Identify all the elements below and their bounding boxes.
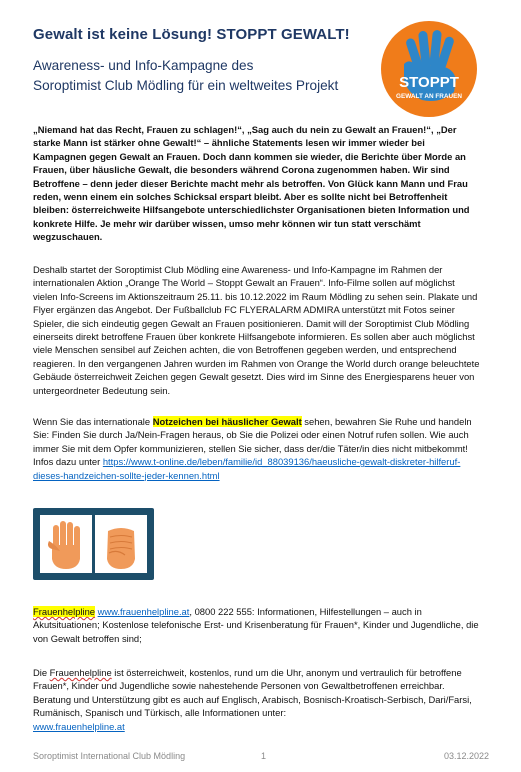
- hand-panel-right: [95, 515, 147, 573]
- hotline-paragraph: [33, 605, 481, 645]
- campaign-paragraph: Deshalb startet der Soroptimist Club Mödling eine Awareness- und Info-Kampagne im Rahmen der internationalen Aktion „Orange The World – Stoppt Gewalt an Frauen“. Info-Filme sollen auf möglichst vielen Info-Screens im Aktionszeitraum 25.11. bis 10.12.2022 im Raum Mödling zu sehen sein. Plakate und Flyer ergänzen das Angebot. Der Fußballclub FC FLYERALARM ADMIRA unterstützt mit Fotos seiner Spieler, die sich eindeutig gegen Gewalt an Frauen positionieren. Damit will der Soroptimist Club Mödling einerseits direkt betroffene Frauen über konkrete Hilfsangebote informieren. Es sollen aber auch möglichst viele Menschen sensibel auf Zeichen achten, die von Betroffenen gegeben werden, und entsprechend reagieren. In den vergangenen Jahren wurden im Rahmen von Orange the World durch orange beleuchtete Gebäude österreichweit Zeichen gegen Gewalt gesetzt. Dies wird im Sinne des Energiesparens heuer von untergeordneter Bedeutung sein.: [33, 264, 480, 396]
- page-title: Gewalt ist keine Lösung! STOPPT GEWALT!: [33, 26, 350, 43]
- signal-paragraph: [33, 415, 481, 482]
- frauenhelpline-link-1[interactable]: www.frauenhelpline.at: [97, 606, 190, 617]
- closed-fist-icon: [95, 515, 147, 573]
- signal-text-after: sehen, bewahren Sie Ruhe und handeln Sie: Finden Sie durch Ja/Nein-Fragen heraus, ob Sie die Polizei oder einen Notruf rufen sollen. Wie auch immer Sie mit dem Opfer kommunizieren, stellen Sie sicher, dass der/die Täter/in dies nicht mitbekommt! Infos dazu unter: [33, 416, 472, 468]
- open-hand-icon: [40, 515, 92, 573]
- hotline-name: Frauenhelpline: [33, 606, 96, 617]
- frauenhelpline-link-2[interactable]: www.frauenhelpline.at: [33, 720, 125, 732]
- stop-hand-icon: [380, 20, 478, 118]
- subtitle-line-1: Awareness- und Info-Kampagne des: [33, 58, 254, 73]
- intro-paragraph: „Niemand hat das Recht, Frauen zu schlagen!“, „Sag auch du nein zu Gewalt an Frauen!“, „Der starke Mann ist stärker ohne Gewalt!“ – ähnliche Statements lesen wir immer wieder bei Kampagnen gegen Gewalt an Frauen. Doch dann kommen sie wieder, die Berichte über Morde an Frauen, über häusliche Gewalt, die besonders während Corona zugenommen haben. Wir sind Betroffene – denn jeder dieser Berichte macht mehr als betroffen. Von Glück kann Mann und Frau reden, wenn einem ein solches Schicksal erspart bleibt. Aber es sollte nicht bei Betroffenheit bleiben: österreichweite Hilfsangebote unterschiedlichster Organisationen bieten Information und konkrete Hilfe. Je mehr wir darüber wissen, umso mehr können wir tun statt verschämt wegzuschauen.: [33, 124, 470, 243]
- hotline-text: , 0800 222 555: Informationen, Hilfestellungen – auch in Akutsituationen; Kostenlose telefonische Erst- und Krisenberatung für Frauen*, Kinder und Jugendliche, die von Gewalt betroffen sind;: [33, 606, 479, 644]
- hand-panel-left: [40, 515, 92, 573]
- footer-date: 03.12.2022: [443, 751, 489, 761]
- stoppt-gewalt-logo: [380, 20, 478, 118]
- signal-text-before: Wenn Sie das internationale: [33, 416, 153, 427]
- signal-highlight: Notzeichen bei häuslicher Gewalt: [152, 416, 302, 427]
- footer-page-number: 1: [261, 751, 267, 761]
- logo-text-main: STOPPT: [399, 74, 459, 91]
- logo-text-sub: GEWALT AN FRAUEN: [395, 93, 463, 100]
- helpline-info-paragraph: [33, 666, 481, 733]
- page-subtitle: [33, 56, 338, 96]
- hand-signal-image: [33, 508, 154, 580]
- helpline-text-before: Die: [33, 667, 50, 678]
- subtitle-line-2: Soroptimist Club Mödling für ein weltweites Projekt: [33, 78, 339, 93]
- helpline-text: ist österreichweit, kostenlos, rund um die Uhr, anonym und vertraulich für betroffene Frauen*, Kinder und Jugendliche sowie nahestehende Personen von Gewaltbetroffenen erreichbar. Beratung und Unterstützung gibt es auch auf Englisch, Arabisch, Bosnisch-Kroatisch-Serbisch, Dari/Farsi, Rumänisch, Spanisch und Türkisch, alle Informationen unter:: [33, 667, 472, 719]
- page-footer: [33, 751, 489, 765]
- footer-club-name: Soroptimist International Club Mödling: [33, 751, 186, 761]
- t-online-link[interactable]: https://www.t-online.de/leben/familie/id_88039136/haeusliche-gewalt-diskreter-hilferuf-dieses-handzeichen-sollte-jeder-kennen.html: [33, 456, 461, 481]
- helpline-name: Frauenhelpline: [49, 667, 112, 678]
